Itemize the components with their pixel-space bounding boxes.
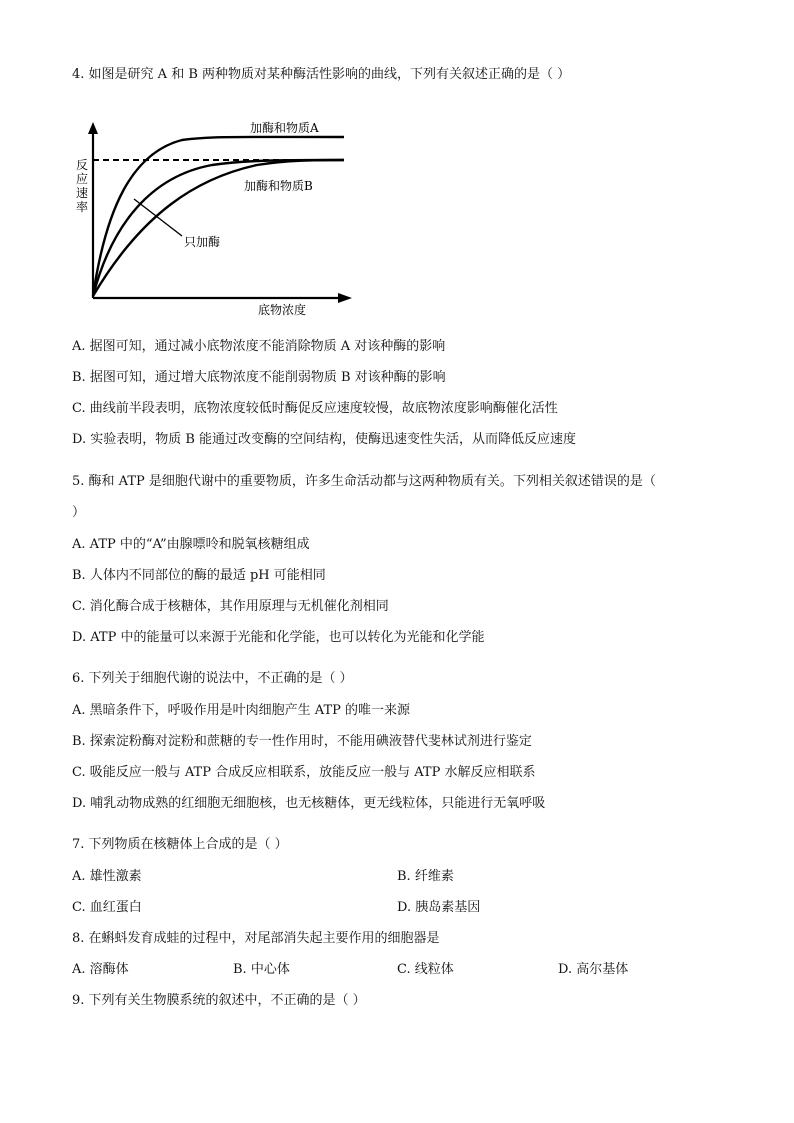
q8-option-b: B. 中心体 — [233, 962, 290, 977]
y-axis-label-3: 速 — [76, 186, 89, 200]
x-axis-arrow — [338, 293, 352, 303]
q7-option-b: B. 纤维素 — [397, 869, 454, 884]
question-8-stem: 8. 在蝌蚪发育成蛙的过程中，对尾部消失起主要作用的细胞器是 — [72, 931, 440, 946]
q4-option-d: D. 实验表明，物质 B 能通过改变酶的空间结构，使酶迅速变性失活，从而降低反应速度 — [72, 432, 577, 447]
question-6-stem: 6. 下列关于细胞代谢的说法中，不正确的是（ ） — [72, 671, 353, 686]
q8-option-c: C. 线粒体 — [397, 962, 454, 977]
q8-option-d: D. 高尔基体 — [558, 962, 629, 977]
q7-option-a: A. 雄性激素 — [72, 869, 142, 884]
q4-option-a: A. 据图可知，通过减小底物浓度不能消除物质 A 对该种酶的影响 — [72, 339, 446, 354]
question-9-stem: 9. 下列有关生物膜系统的叙述中，不正确的是（ ） — [72, 993, 366, 1008]
y-axis-label-2: 应 — [76, 172, 89, 186]
label-enzyme-plus-a: 加酶和物质A — [250, 121, 319, 135]
question-7-stem: 7. 下列物质在核糖体上合成的是（ ） — [72, 837, 288, 852]
label-enzyme-plus-b: 加酶和物质B — [244, 179, 313, 193]
q5-option-c: C. 消化酶合成于核糖体，其作用原理与无机催化剂相同 — [72, 599, 389, 614]
q6-option-c: C. 吸能反应一般与 ATP 合成反应相联系，放能反应一般与 ATP 水解反应相联系 — [72, 765, 536, 780]
q4-option-b: B. 据图可知，通过增大底物浓度不能削弱物质 B 对该种酶的影响 — [72, 370, 446, 385]
label-enzyme-only: 只加酶 — [184, 235, 221, 249]
question-5-stem-cont: ） — [72, 505, 86, 520]
q6-option-d: D. 哺乳动物成熟的红细胞无细胞核，也无核糖体，更无线粒体，只能进行无氧呼吸 — [72, 796, 546, 811]
q6-option-b: B. 探索淀粉酶对淀粉和蔗糖的专一性作用时，不能用碘液替代斐林试剂进行鉴定 — [72, 734, 532, 749]
x-axis-label: 底物浓度 — [258, 303, 307, 317]
q8-option-a: A. 溶酶体 — [72, 962, 129, 977]
q6-option-a: A. 黑暗条件下，呼吸作用是叶肉细胞产生 ATP 的唯一来源 — [72, 703, 411, 718]
q5-option-d: D. ATP 中的能量可以来源于光能和化学能，也可以转化为光能和化学能 — [72, 630, 485, 645]
y-axis-arrow — [88, 122, 98, 134]
q7-option-d: D. 胰岛素基因 — [397, 900, 481, 915]
q4-option-c: C. 曲线前半段表明，底物浓度较低时酶促反应速度较慢，故底物浓度影响酶催化活性 — [72, 401, 558, 416]
q5-option-a: A. ATP 中的“A”由腺嘌呤和脱氧核糖组成 — [72, 537, 310, 552]
q7-option-c: C. 血红蛋白 — [72, 900, 142, 915]
question-4-stem: 4. 如图是研究 A 和 B 两种物质对某种酶活性影响的曲线，下列有关叙述正确的是（ ） — [72, 67, 571, 82]
y-axis-label-4: 率 — [76, 200, 89, 214]
question-5-stem: 5. 酶和 ATP 是细胞代谢中的重要物质，许多生命活动都与这两种物质有关。下列相关叙述错误的是（ — [72, 474, 656, 489]
enzyme-rate-figure — [72, 118, 362, 318]
q5-option-b: B. 人体内不同部位的酶的最适 pH 可能相同 — [72, 568, 326, 583]
y-axis-label-1: 反 — [76, 158, 89, 172]
